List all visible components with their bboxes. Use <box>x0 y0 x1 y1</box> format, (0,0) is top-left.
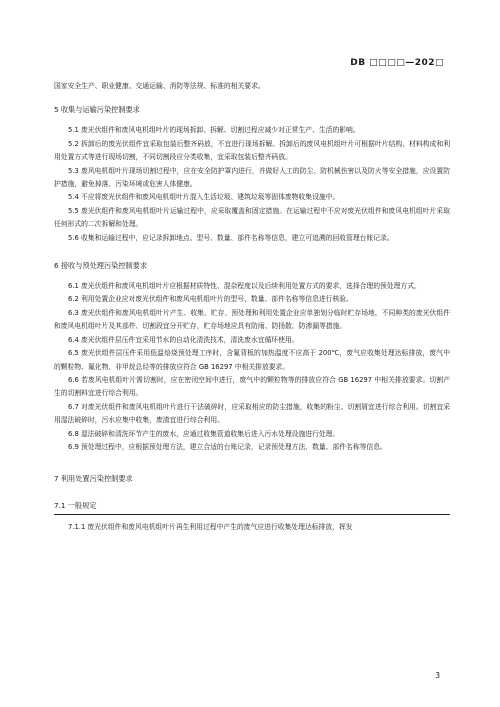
section-7-1-title: 7.1 一般规定 <box>54 501 97 511</box>
clause-5-1: 5.1 废光伏组件和废风电机组叶片的现场拆卸、拆解、切割过程应减少对正常生产、生活的影响。 <box>68 126 360 135</box>
clause-6-3: 6.3 废光伏组件和废风电机组叶片产生、收集、贮存、预处理和利用处置企业应单独划分临时贮存场地，不同种类的废光伏组件和废风电机组叶片及其部件、切割段宜分开贮存，贮存场地应具有防雨、防扬散、防渗漏等措施。 <box>54 308 450 331</box>
section-divider <box>54 514 450 515</box>
clause-5-2: 5.2 拆卸后的废光伏组件宜采取包装后整齐码放，不宜进行现场拆解。拆卸后的废风电机组叶片可根据叶片结构、材料构成和利用处置方式等进行现场切割，不同切割段应分类收集，宜采取包装后整齐码放。 <box>54 139 450 162</box>
clause-6-1: 6.1 废光伏组件和废风电机组叶片应根据材质特性、混杂程度以及后续利用处置方式的要求，选择合理的预处理方式。 <box>68 282 421 291</box>
clause-6-6: 6.6 若废风电机组叶片需切割时，应在密闭空间中进行，废气中的颗粒物等的排放应符合 GB 16297 中相关排放要求。切割产生的切割料宜进行综合利用。 <box>54 375 450 398</box>
clause-6-9: 6.9 预处理过程中，应根据预处理方法，建立合适的台账记录，记录预处理方法、数量、部件名称等信息。 <box>68 442 387 451</box>
clause-5-5: 5.5 废光伏组件和废风电机组叶片运输过程中，应采取覆盖和固定措施。在运输过程中不应对废光伏组件和废风电机组叶片采取任何形式的二次拆解和处理。 <box>54 206 450 229</box>
standard-code-header: DB □□□□—202□ <box>350 58 444 68</box>
clause-6-2: 6.2 利用处置企业应对废光伏组件和废风电机组叶片的型号、数量、部件名称等信息进行核验。 <box>68 295 353 304</box>
clause-5-4: 5.4 不应将废光伏组件和废风电机组叶片混入生活垃圾、建筑垃圾等固体废物收集设施中。 <box>68 193 340 202</box>
clause-6-7: 6.7 对废光伏组件和废风电机组叶片进行干法破碎时，应采取相应的防尘措施，收集的粉尘、切割屑宜进行综合利用。切割宜采用湿法破碎时，污水应集中收集，废渣宜进行综合利用。 <box>54 402 450 425</box>
section-6-title: 6 接收与预处理污染控制要求 <box>54 261 148 271</box>
section-5-title: 5 收集与运输污染控制要求 <box>54 105 140 115</box>
intro-paragraph: 国家安全生产、职业健康、交通运输、消防等法规、标准的相关要求。 <box>54 82 265 90</box>
clause-6-5: 6.5 废光伏组件层压件采用低温焙烧预处理工序时，含氟背板的加热温度不应高于 200℃，废气应收集处理达标排放，废气中的颗粒物、氟化物、非甲烷总烃等的排放应符合 GB 16297 中相关排放要求。 <box>54 349 450 371</box>
clause-6-8: 6.8 湿法破碎和清洗环节产生的废水，应通过收集管道收集后进入污水处理设施进行处理。 <box>68 429 340 438</box>
document-body <box>54 80 450 535</box>
section-7-title: 7 利用处置污染控制要求 <box>54 474 133 484</box>
clause-5-3: 5.3 废风电机组叶片现场切割过程中，应在安全防护罩内进行，并做好人工的防尘、防机械伤害以及防火等安全措施，应设置防护措施，避免掉落、污染环境或危害人体健康。 <box>54 166 450 189</box>
clause-7-1-1: 7.1.1 废光伏组件和废风电机组叶片再生利用过程中产生的废气应进行收集处理达标排放，挥发 <box>68 523 353 532</box>
clause-5-6: 5.6 收集和运输过程中，应记录拆卸地点、型号、数量、部件名称等信息，建立可追溯的回收管理台账记录。 <box>68 233 394 242</box>
page-number: 3 <box>435 671 440 680</box>
clause-6-4: 6.4 废光伏组件层压件宜采用节水的自动化清洗技术，清洗废水宜循环使用。 <box>68 335 299 344</box>
